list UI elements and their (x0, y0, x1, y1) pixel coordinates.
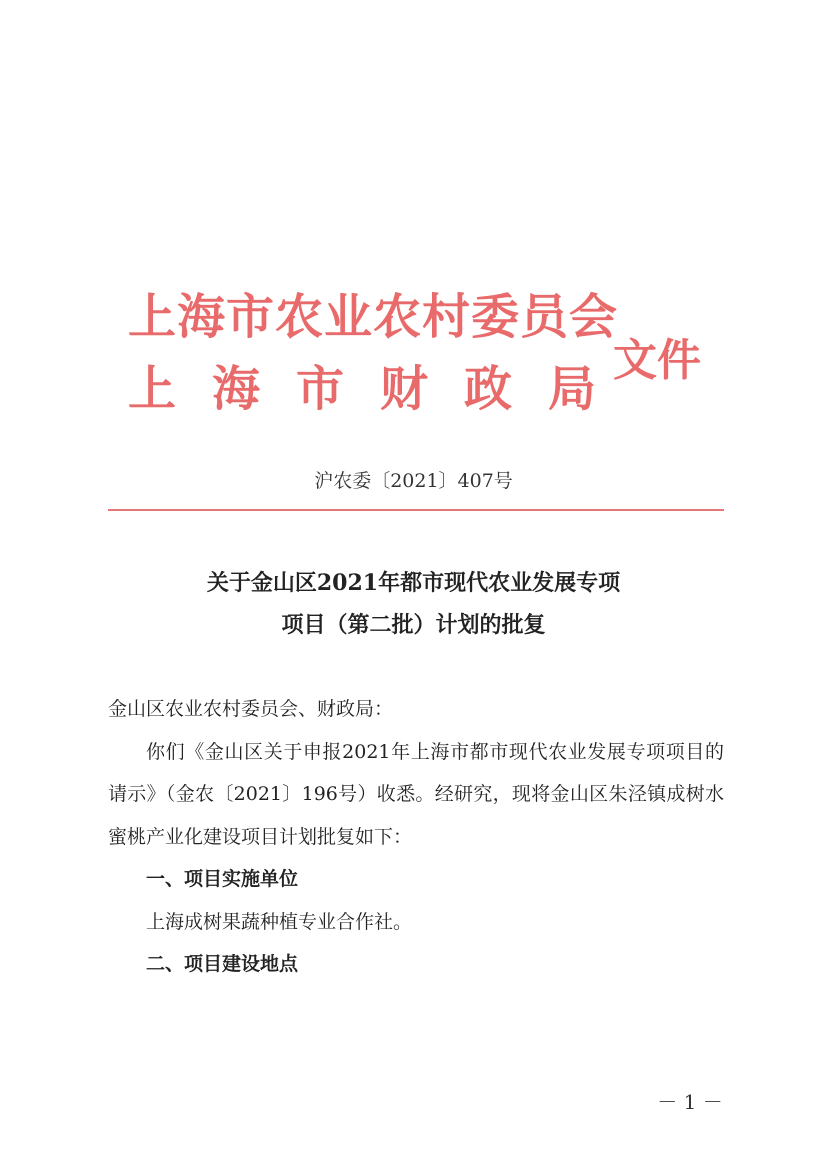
document-number: 沪农委〔2021〕407号 (314, 470, 513, 492)
document-title (0, 562, 827, 646)
section-text-implementing-unit: 上海成树果蔬种植专业合作社。 (146, 910, 413, 933)
issuer-agriculture-committee: 上海市农业农村委员会 (128, 289, 619, 345)
salutation: 金山区农业农村委员会、财政局： (108, 698, 394, 720)
section-heading-implementing-unit: 一、项目实施单位 (146, 868, 299, 890)
section-heading-location: 二、项目建设地点 (146, 953, 299, 975)
body-paragraph: 你们《金山区关于申报2021年上海市都市现代农业发展专项项目的请示》（金农〔2021〕196号）收悉。经研究，现将金山区朱泾镇成树水蜜桃产业化建设项目计划批复如下： (108, 740, 724, 848)
issuer-finance-bureau: 上海市财政局 (128, 361, 633, 417)
red-divider-line (108, 509, 724, 511)
document-body (108, 688, 724, 986)
page-number: － 1 － (657, 1090, 723, 1114)
document-type-label: 文件 (613, 335, 701, 386)
red-letterhead (128, 278, 728, 418)
title-line-1: 关于金山区2021年都市现代农业发展专项 (206, 570, 621, 596)
title-line-2: 项目（第二批）计划的批复 (281, 612, 546, 638)
